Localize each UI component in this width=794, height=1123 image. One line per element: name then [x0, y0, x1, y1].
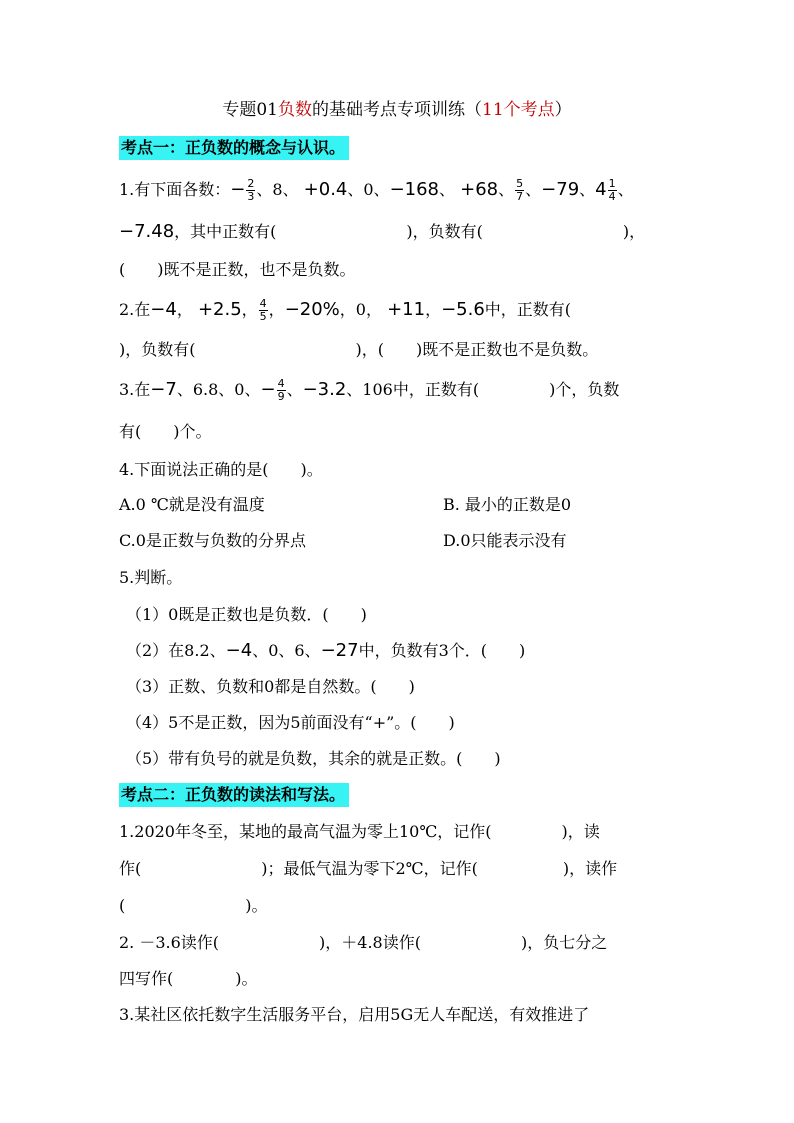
s2q3-line-1: 3.某社区依托数字生活服务平台，启用5G无人车配送，有效推进了	[119, 1005, 590, 1024]
q5-item-3: （3）正数、负数和0都是自然数。( )	[126, 677, 415, 696]
q2-line-1: 2.在−4， +2.5， $\frac{4}{5}$ ，−20%，0， +11，−5.6中，正数有(	[119, 297, 572, 323]
s2q1-line-2: 作( )；最低气温为零下2℃，记作( )，读作	[119, 859, 618, 878]
q2-line-2: )，负数有( )，( )既不是正数也不是负数。	[119, 340, 599, 359]
q5-item-2: （2）在8.2、−4、0、6、−27中，负数有3个．( )	[126, 640, 526, 661]
fraction: $\frac{4}{9}$	[277, 377, 285, 403]
s2q1-line-3: ( )。	[119, 896, 268, 915]
title-highlight: 负数	[278, 100, 312, 120]
fraction: $\frac{5}{7}$	[516, 177, 524, 203]
q1-line-2: −7.48，其中正数有( )，负数有( )，	[119, 221, 646, 242]
q4-option-a: A.0 ℃就是没有温度	[119, 495, 265, 514]
title-count: 11个考点	[482, 100, 555, 120]
section-heading-2: 考点二：正负数的读法和写法。	[119, 783, 349, 807]
fraction: $\frac{2}{3}$	[247, 177, 255, 203]
q3-line-1: 3.在−7、6.8、0、− $\frac{4}{9}$ 、−3.2、106中，正数有( )个，负数	[119, 377, 620, 403]
q5-item-1: （1）0既是正数也是负数．( )	[126, 605, 367, 624]
q3-line-2: 有( )个。	[119, 422, 212, 441]
q4-option-b: B. 最小的正数是0	[443, 495, 572, 514]
q4-option-c: C.0是正数与负数的分界点	[119, 531, 306, 550]
q5-item-5: （5）带有负号的就是负数，其余的就是正数。( )	[126, 749, 501, 768]
q1-line-1: 1.有下面各数：− $\frac{2}{3}$ 、8、 +0.4、0、−168、 +68、 $\frac{5}{7}$ 、−79、4 $\frac{1}{4}$ 、	[119, 177, 634, 203]
s2q1-line-1: 1.2020年冬至，某地的最高气温为零上10℃，记作( )，读	[119, 822, 600, 841]
fraction: $\frac{4}{5}$	[259, 297, 267, 323]
section-heading-1: 考点一：正负数的概念与认识。	[119, 136, 349, 160]
q4-option-d: D.0只能表示没有	[443, 531, 567, 550]
q5-item-4: （4）5不是正数，因为5前面没有“+”。( )	[126, 713, 455, 732]
s2q2-line-2: 四写作( )。	[119, 969, 258, 988]
s2q2-line-1: 2. －3.6读作( )，＋4.8读作( )，负七分之	[119, 933, 608, 952]
q5-stem: 5.判断。	[119, 568, 183, 587]
q4-stem: 4.下面说法正确的是( )。	[119, 460, 323, 479]
fraction: $\frac{1}{4}$	[608, 177, 616, 203]
q1-line-3: ( )既不是正数，也不是负数。	[119, 260, 356, 279]
page-title: 专题01负数的基础考点专项训练（11个考点）	[222, 100, 572, 120]
